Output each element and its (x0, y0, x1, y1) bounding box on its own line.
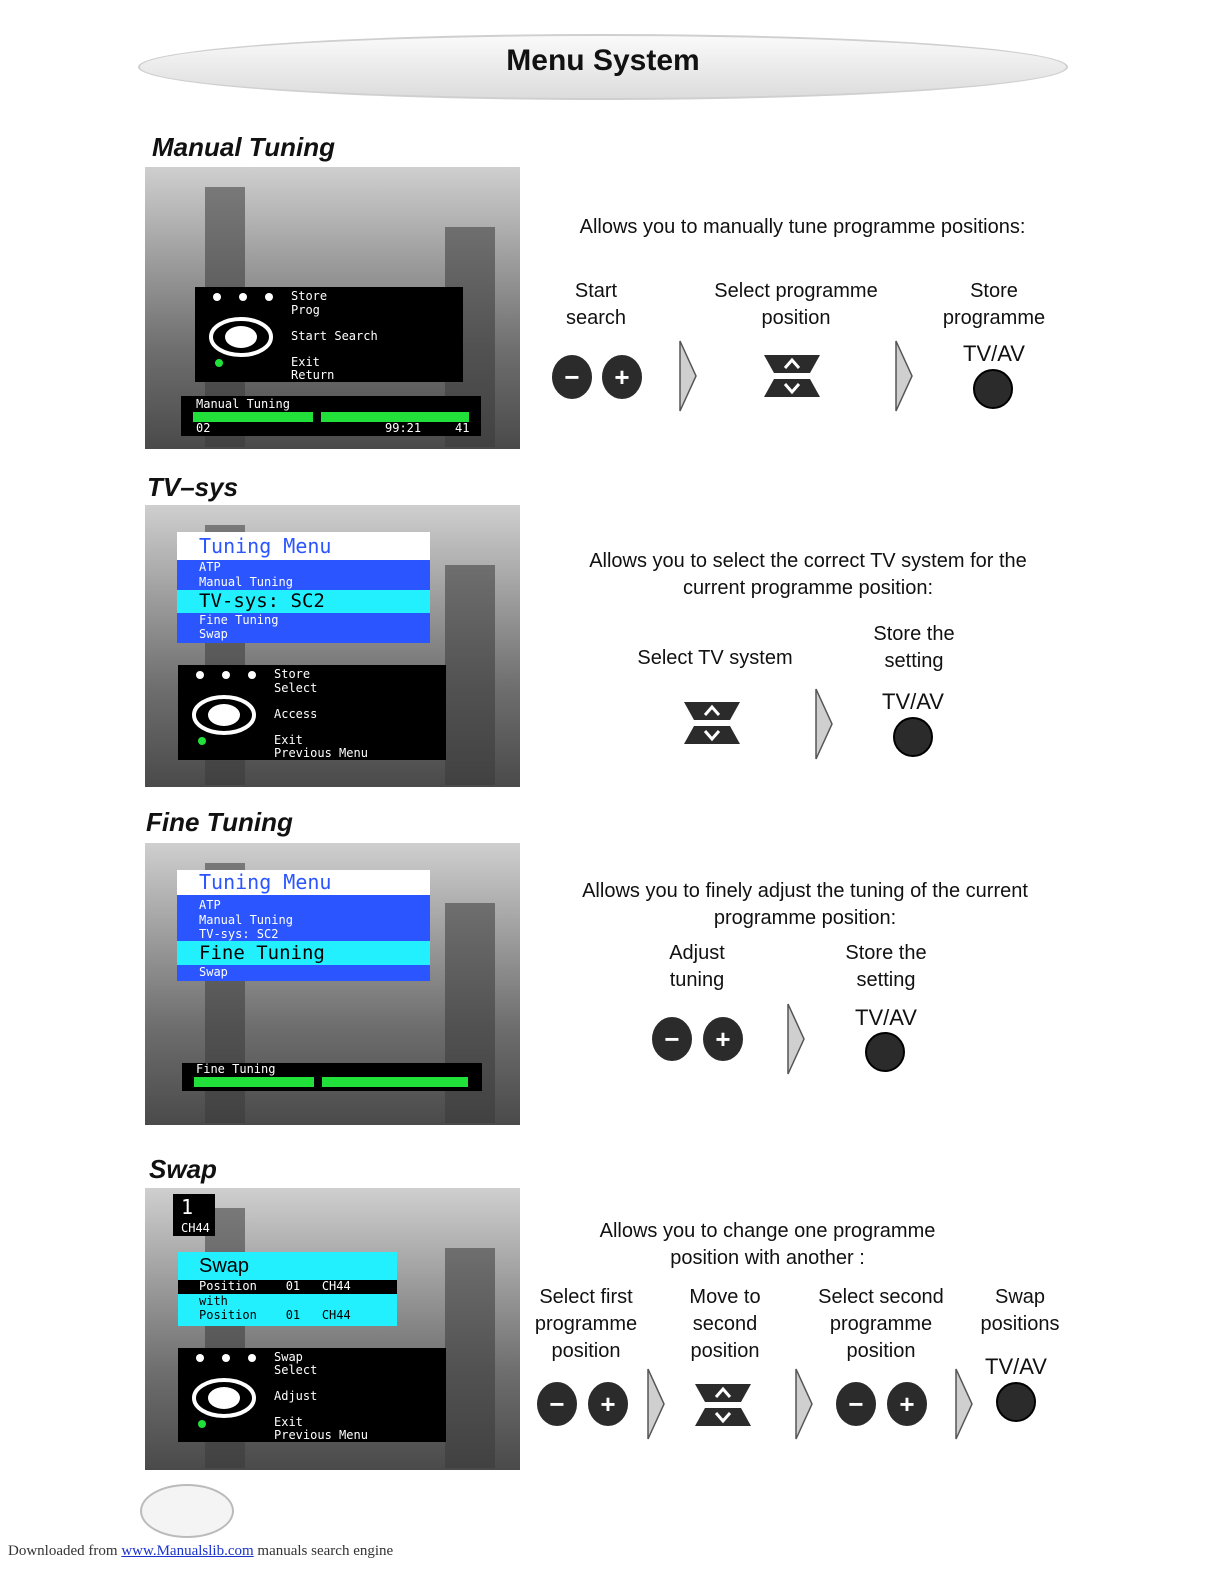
remote-pad-icon (190, 669, 270, 757)
description-swap: Allows you to change one programme position with another : (599, 1220, 936, 1269)
chevron-right-icon (679, 340, 697, 412)
step-select-tv-system: Select TV system (637, 647, 793, 669)
remote-pad-icon (190, 1352, 270, 1440)
osd-swap: Swap (274, 1350, 303, 1364)
progress-fill-right (322, 1077, 468, 1087)
tvav-button-icon (865, 1032, 905, 1072)
footer (8, 1543, 393, 1560)
remote-pad-icon (207, 291, 287, 379)
swap-position-1[interactable]: Position 01 CH44 (178, 1280, 397, 1294)
fine-tuning-bar (182, 1063, 482, 1091)
plus-button-icon: + (588, 1382, 628, 1426)
menu-header: Tuning Menu (177, 532, 430, 560)
page-number-oval (140, 1484, 234, 1538)
minus-button-icon: − (836, 1382, 876, 1426)
bar-time: 99:21 (385, 421, 422, 435)
tv-screen-manual (145, 167, 520, 449)
step-adjust-tuning: Adjust tuning (669, 942, 725, 991)
osd-controls-tvsys (178, 665, 446, 760)
up-down-button-icon (682, 698, 742, 748)
chevron-right-icon (815, 688, 833, 760)
chevron-right-icon (647, 1368, 665, 1440)
tvav-label: TV/AV (855, 1005, 917, 1030)
programme-number-box (173, 1194, 215, 1236)
step-select-first: Select first programme position (534, 1286, 638, 1362)
up-down-button-icon (762, 351, 822, 401)
tuning-menu-list (177, 560, 430, 643)
plus-button-icon: + (602, 355, 642, 399)
osd-controls-swap (178, 1348, 446, 1442)
osd-store: Store (274, 667, 311, 681)
footer-prefix: Downloaded from (8, 1543, 122, 1559)
description-fine: Allows you to finely adjust the tuning of the current programme position: (582, 880, 1028, 929)
menu-item-manual-tuning[interactable]: Manual Tuning (199, 575, 293, 589)
plus-button-icon: + (703, 1017, 743, 1061)
bar-prog: 02 (196, 421, 211, 435)
menu-item-swap[interactable]: Swap (199, 627, 228, 641)
osd-select: Select (274, 681, 318, 695)
osd-previous-menu: Previous Menu (274, 746, 368, 760)
step-store-setting: Store the setting (845, 942, 927, 991)
progress-fill-left (194, 1077, 314, 1087)
footer-suffix: manuals search engine (253, 1543, 394, 1559)
step-move-second: Move to second position (689, 1286, 761, 1362)
osd-return: Return (291, 368, 335, 382)
tv-screen-tvsys (145, 505, 520, 787)
swap-menu-body (178, 1280, 397, 1326)
tvav-button-icon (996, 1382, 1036, 1422)
step-store-setting: Store the setting (873, 623, 955, 672)
swap-position-2[interactable]: Position 01 CH44 (199, 1308, 351, 1322)
chevron-right-icon (895, 340, 913, 412)
tuning-menu-list (177, 895, 430, 981)
menu-item-fine-tuning[interactable]: Fine Tuning (199, 613, 279, 627)
step-store-programme: Store programme (942, 280, 1046, 329)
bar-label: Fine Tuning (196, 1062, 276, 1076)
step-start-search: Start search (565, 280, 627, 329)
step-select-position: Select programme position (714, 280, 878, 329)
menu-item-atp[interactable]: ATP (199, 898, 221, 912)
manualslib-link[interactable]: www.Manualslib.com (121, 1543, 254, 1559)
swap-with-label: with (199, 1294, 228, 1308)
menu-item-swap[interactable]: Swap (199, 965, 228, 979)
page-title: Menu System (506, 44, 700, 77)
osd-access: Access (274, 707, 318, 721)
chevron-right-icon (795, 1368, 813, 1440)
up-down-button-icon (693, 1380, 753, 1430)
tv-screen-fine (145, 843, 520, 1125)
osd-exit: Exit (274, 733, 303, 747)
osd-prog: Prog (291, 303, 320, 317)
prog-channel: CH44 (181, 1221, 210, 1235)
osd-exit: Exit (291, 355, 320, 369)
section-title-swap: Swap (149, 1154, 217, 1184)
menu-header: Tuning Menu (177, 870, 430, 895)
section-title-tvsys: TV–sys (147, 472, 239, 502)
section-title-manual: Manual Tuning (152, 132, 335, 162)
tvav-label: TV/AV (963, 341, 1025, 366)
osd-adjust: Adjust (274, 1389, 318, 1403)
osd-previous-menu: Previous Menu (274, 1428, 368, 1442)
menu-item-atp[interactable]: ATP (199, 560, 221, 574)
menu-item-fine-tuning-selected[interactable]: Fine Tuning (177, 941, 430, 965)
tvav-button-icon (973, 369, 1013, 409)
menu-item-tv-sys[interactable]: TV-sys: SC2 (199, 927, 279, 941)
menu-item-tv-sys-selected[interactable]: TV-sys: SC2 (177, 590, 430, 613)
step-swap-positions: Swap positions (980, 1286, 1060, 1335)
osd-store: Store (291, 289, 328, 303)
osd-exit: Exit (274, 1415, 303, 1429)
plus-button-icon: + (887, 1382, 927, 1426)
progress-fill-left (193, 412, 313, 422)
description-manual: Allows you to manually tune programme positions: (579, 216, 1026, 238)
prog-number: 1 (181, 1195, 194, 1219)
tvav-button-icon (893, 717, 933, 757)
osd-controls-manual (195, 287, 463, 382)
menu-item-manual-tuning[interactable]: Manual Tuning (199, 913, 293, 927)
minus-button-icon: − (652, 1017, 692, 1061)
step-select-second: Select second programme position (818, 1286, 944, 1362)
minus-button-icon: − (537, 1382, 577, 1426)
osd-select: Select (274, 1363, 318, 1377)
minus-button-icon: − (552, 355, 592, 399)
chevron-right-icon (787, 1003, 805, 1075)
osd-start-search: Start Search (291, 329, 378, 343)
tvav-label: TV/AV (985, 1354, 1047, 1379)
description-tvsys: Allows you to select the correct TV system for the current programme position: (589, 550, 1027, 599)
tvav-label: TV/AV (882, 689, 944, 714)
bar-ch: 41 (455, 421, 470, 435)
tv-screen-swap (145, 1188, 520, 1470)
bar-label: Manual Tuning (196, 397, 290, 411)
section-title-fine: Fine Tuning (146, 807, 293, 837)
swap-menu-header: Swap (178, 1252, 397, 1280)
tuning-bar-manual (181, 396, 481, 436)
